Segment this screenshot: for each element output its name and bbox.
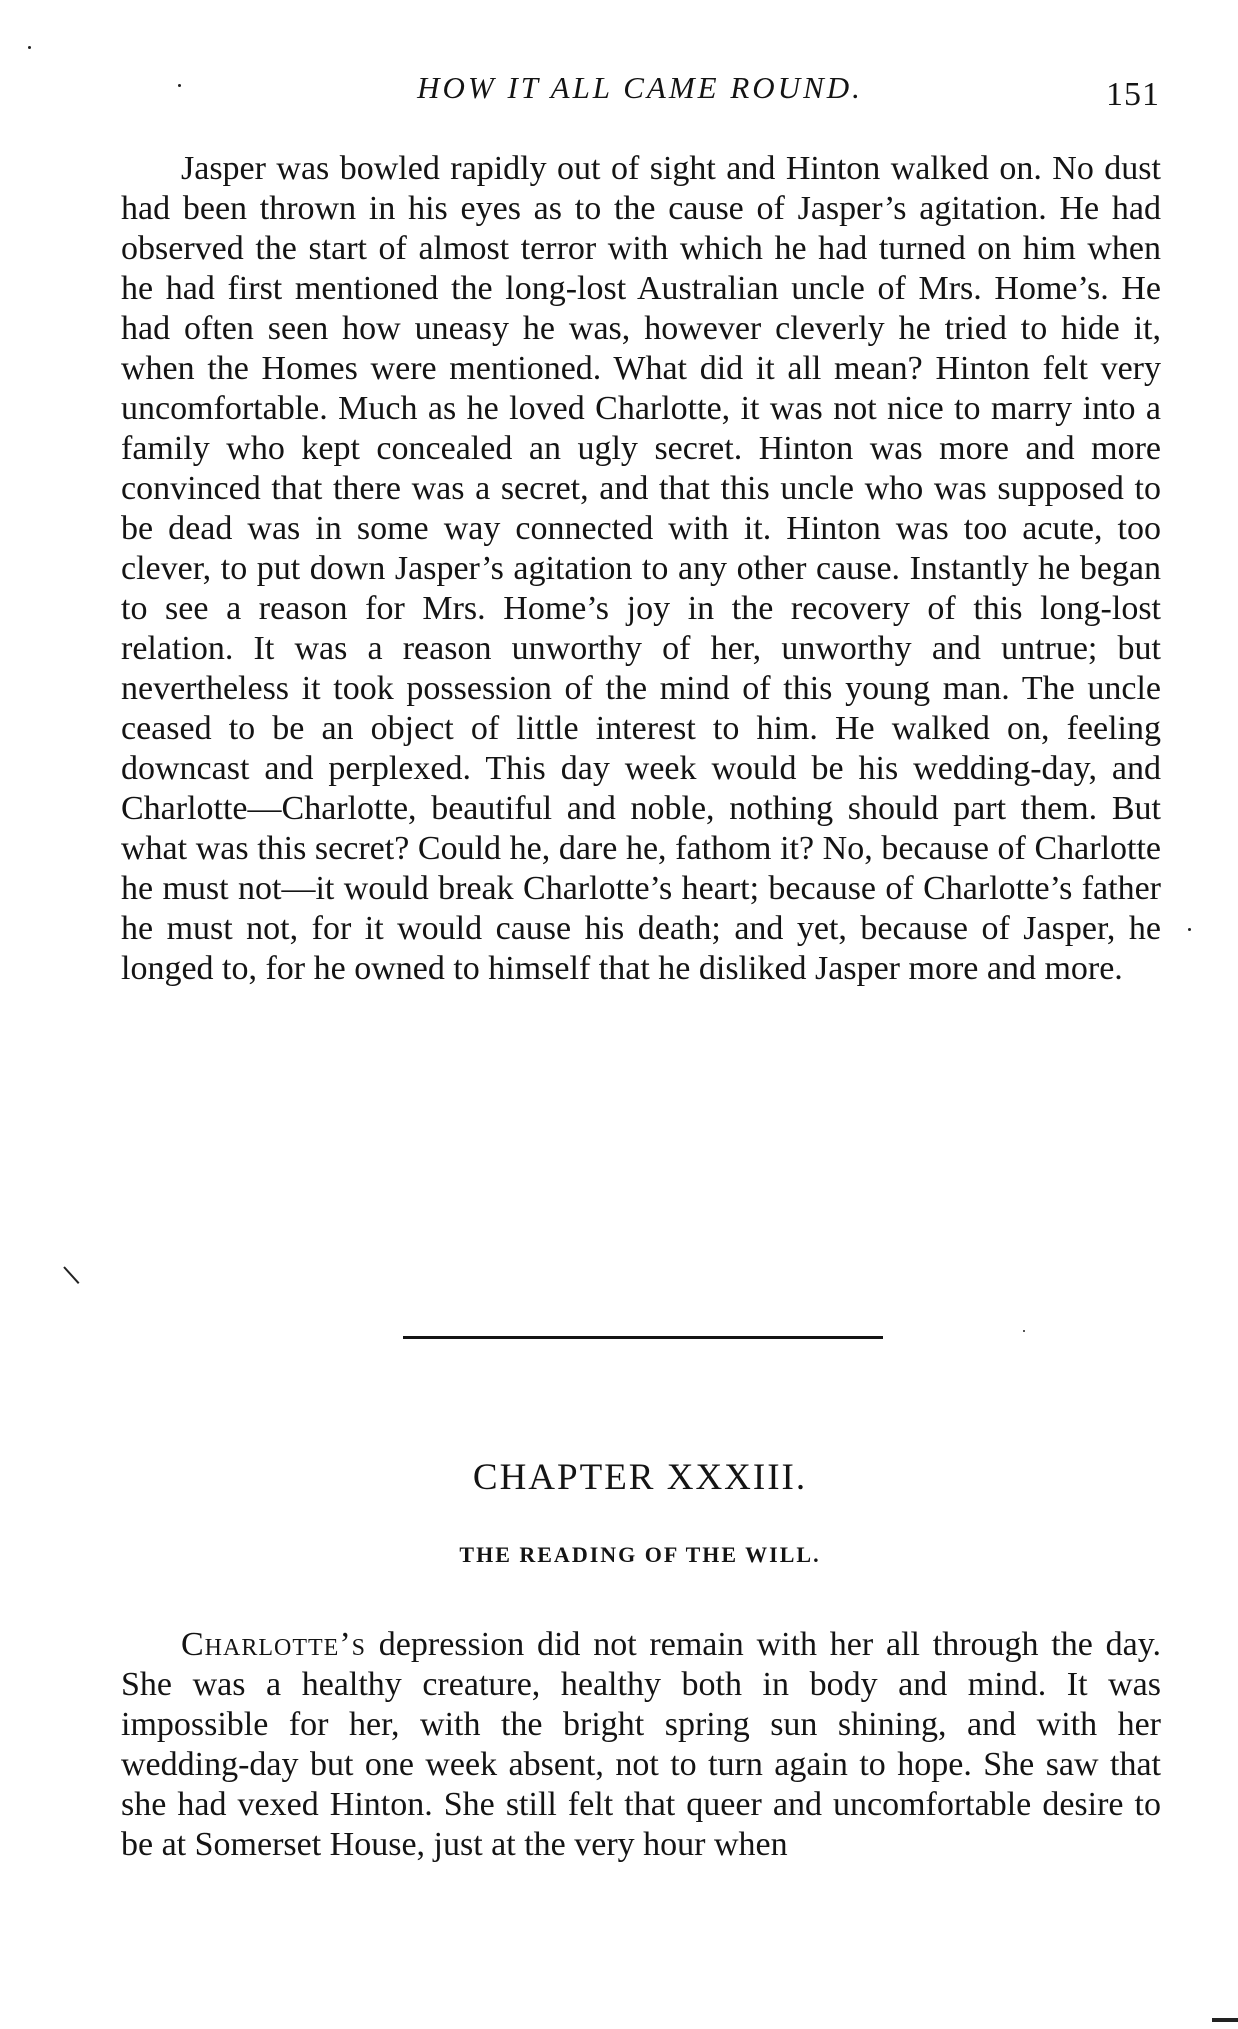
chapter-opening-paragraph bbox=[121, 1625, 1161, 1865]
section-one-text bbox=[121, 149, 1161, 989]
page-corner-mark bbox=[1212, 2018, 1238, 2022]
paragraph-jasper-hinton: Jasper was bowled rapidly out of sight and Hinton walked on. No dust had been thrown in his eyes as to the cause of Jasper’s agitation. He had observed the start of almost terror with which he had turned on him when he had first mentioned the long-lost Australian uncle of Mrs. Home’s. He had often seen how uneasy he was, however cleverly he tried to hide it, when the Homes were mentioned. What did it all mean? Hinton felt very uncomfortable. Much as he loved Charlotte, it was not nice to marry into a family who kept concealed an ugly secret. Hinton was more and more convinced that there was a secret, and that this uncle who was supposed to be dead was in some way connected with it. Hinton was too acute, too clever, to put down Jasper’s agitation to any other cause. Instantly he began to see a reason for Mrs. Home’s joy in the recovery of this long-lost relation. It was a reason unworthy of her, unworthy and untrue; but nevertheless it took possession of the mind of this young man. The uncle ceased to be an object of little interest to him. He walked on, feeling downcast and perplexed. This day week would be his wedding-day, and Charlotte—Charlotte, beautiful and noble, nothing should part them. But what was this secret? Could he, dare he, fathom it? No, because of Charlotte he must not—it would break Charlotte’s heart; because of Charlotte’s father he must not, for it would cause his death; and yet, because of Jasper, he longed to, for he owned to himself that he disliked Jasper more and more. bbox=[121, 150, 1161, 987]
scan-speck bbox=[1023, 1330, 1025, 1332]
scan-stroke-mark bbox=[63, 1266, 79, 1284]
opening-name: Charlotte’s bbox=[181, 1626, 366, 1663]
opening-paragraph-rest: depression did not remain with her all through the day. She was a healthy creature, healthy both in body and mind. It was impossible for her, with the bright spring sun shining, and with her wedding-day but one week absent, not to turn again to hope. She saw that she had vexed Hinton. She still felt that queer and uncomfortable desire to be at Somerset House, just at the very hour when bbox=[121, 1626, 1161, 1863]
scan-speck bbox=[1188, 928, 1191, 931]
section-divider-rule bbox=[403, 1336, 883, 1339]
running-head bbox=[120, 70, 1160, 113]
running-title: HOW IT ALL CAME ROUND. bbox=[417, 70, 863, 105]
scan-speck bbox=[178, 84, 181, 87]
chapter-heading: CHAPTER XXXIII. bbox=[472, 1457, 808, 1498]
page-number: 151 bbox=[1106, 76, 1160, 113]
scan-speck bbox=[28, 46, 31, 49]
chapter-opening-text bbox=[121, 1625, 1161, 1865]
chapter-subheading: THE READING OF THE WILL. bbox=[459, 1542, 821, 1567]
